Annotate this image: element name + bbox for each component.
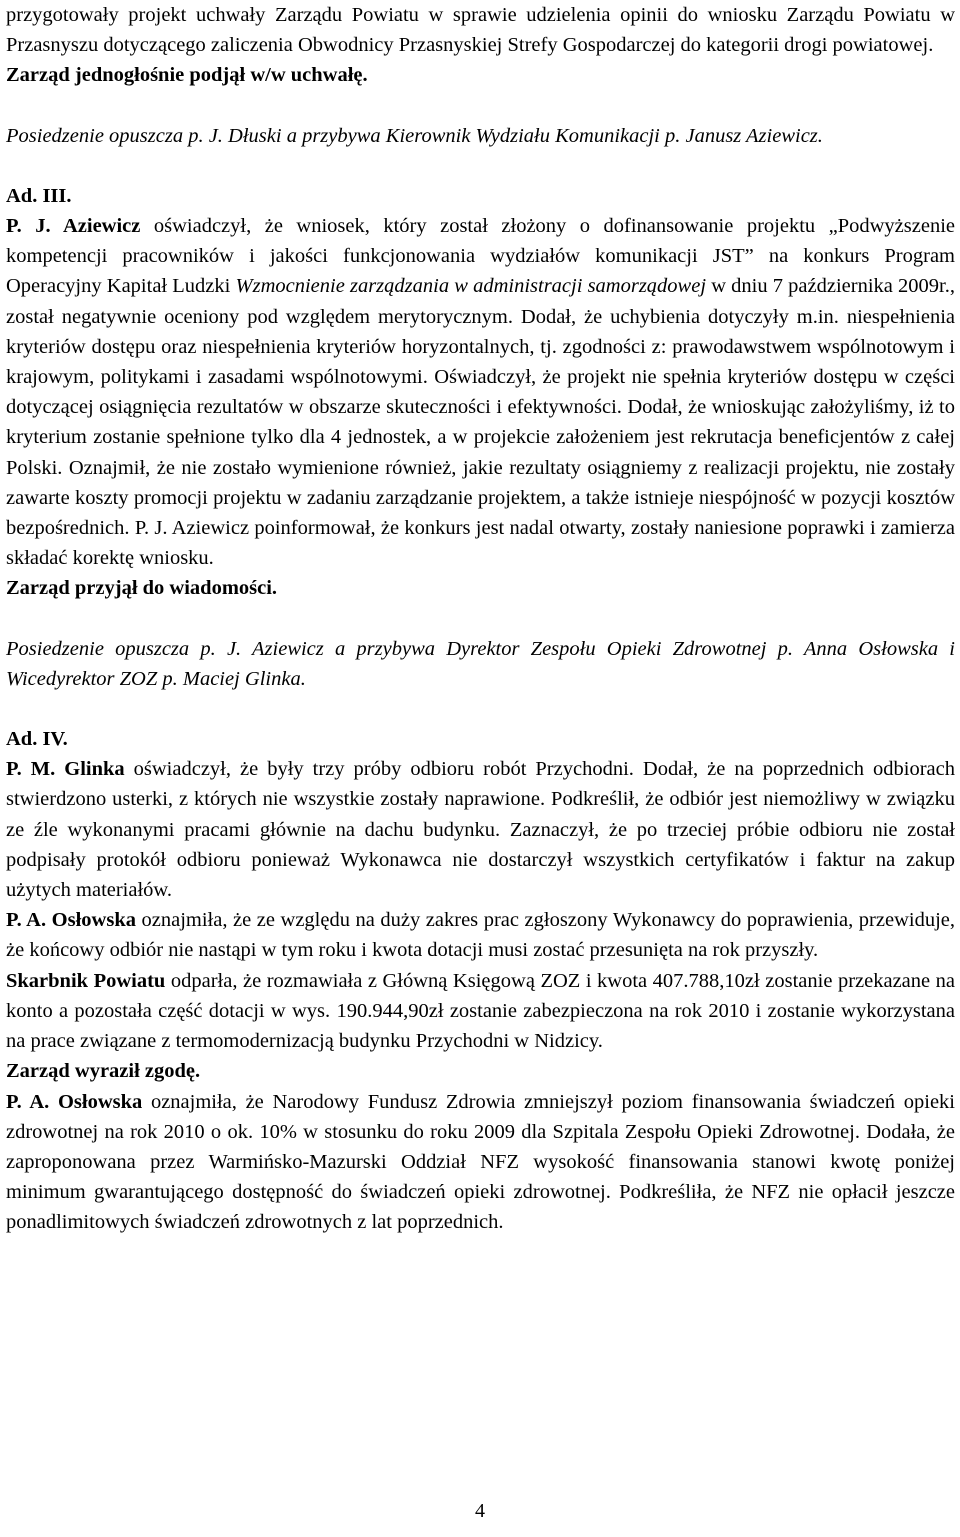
document-page: [6, 0, 955, 1238]
attendance-note-2: Posiedzenie opuszcza p. J. Aziewicz a przybywa Dyrektor Zespołu Opieki Zdrowotnej p. Anna Osłowska i Wicedyrektor ZOZ p. Maciej Glinka.: [6, 637, 955, 690]
attendance-note-1: Posiedzenie opuszcza p. J. Dłuski a przybywa Kierownik Wydziału Komunikacji p. Janusz Aziewicz.: [6, 124, 823, 147]
board-decision-2: Zarząd przyjął do wiadomości.: [6, 577, 278, 600]
board-decision-3: Zarząd wyraził zgodę.: [6, 1060, 201, 1083]
agenda-item-iii-body: [6, 211, 955, 573]
agenda-item-iv-glinka: [6, 754, 955, 905]
speaker-name: Skarbnik Powiatu: [6, 969, 166, 992]
board-decision-1: Zarząd jednogłośnie podjął w/w uchwałę.: [6, 64, 368, 87]
program-name: Wzmocnienie zarządzania w administracji samorządowej: [235, 275, 707, 298]
body-text: w dniu 7 października 2009r., został negatywnie oceniony pod względem merytorycznym. Dodał, że uchybienia dotyczyły m.in. niespełnienia kryteriów dostępu oraz niespełnienia kryteriów horyzontalnych, tj. zgodności z: prawodawstwem wspólnotowym i krajowym, politykami i zasadami wspólnotowymi. Oświadczył, że projekt nie spełnia kryteriów dostępu w części dotyczącej osiągnięcia rezultatów w obszarze skuteczności i efektywności. Dodał, że wnioskując założyliśmy, iż to kryterium zostanie spełnione tylko dla 4 jednostek, a w projekcie założeniem jest rekrutacja beneficjentów z całej Polski. Oznajmił, że nie zostało wymienione również, jakie rezultaty osiągniemy z realizacji projektu, nie zostały zawarte koszty promocji projektu w zadaniu zarządzanie projektem, a także istnieje niespójność w pozycji kosztów bezpośrednich. P. J. Aziewicz poinformował, że konkurs jest nadal otwarty, zostały naniesione poprawki i zamierza składać korektę wniosku.: [6, 275, 955, 570]
speaker-name: P. A. Osłowska: [6, 909, 136, 932]
body-text: oświadczył, że były trzy próby odbioru robót Przychodni. Dodał, że na poprzednich odbiorach stwierdzono usterki, z których nie wszystkie zostały naprawione. Podkreślił, że odbiór jest niemożliwy w związku ze źle wykonanymi pracami głównie na dachu budynku. Zaznaczył, że po trzeciej próbie odbioru nie został podpisały protokół odbioru ponieważ Wykonawca nie dostarczył wszystkich certyfikatów i faktur na zakup użytych materiałów.: [6, 758, 955, 902]
agenda-item-iv-oslowska-2: [6, 1087, 955, 1238]
speaker-name: P. A. Osłowska: [6, 1090, 143, 1113]
paragraph-resolution-intro: przygotowały projekt uchwały Zarządu Powiatu w sprawie udzielenia opinii do wniosku Zarządu Powiatu w Przasnyszu dotyczącego zaliczenia Obwodnicy Przasnyskiej Strefy Gospodarczej do kategorii drogi powiatowej.: [6, 4, 955, 57]
agenda-item-iv-oslowska-1: [6, 905, 955, 965]
body-text: oświadczył, że wniosek, który został złożony o dofinansowanie projektu „Podwyższenie kompetencji pracowników i jakości funkcjonowania wydziałów komunikacji JST” na konkurs Program Operacyjny Kapitał Ludzki: [6, 215, 955, 298]
body-text: oznajmiła, że ze względu na duży zakres prac zgłoszony Wykonawcy do poprawienia, przewiduje, że końcowy odbiór nie nastąpi w tym roku i kwota dotacji musi zostać przesunięta na rok przyszły.: [6, 909, 955, 962]
agenda-item-heading-iii: Ad. III.: [6, 184, 72, 207]
agenda-item-heading-iv: Ad. IV.: [6, 728, 68, 751]
speaker-name: P. J. Aziewicz: [6, 215, 141, 238]
body-text: oznajmiła, że Narodowy Fundusz Zdrowia zmniejszył poziom finansowania świadczeń opieki zdrowotnej na rok 2010 o ok. 10% w stosunku do roku 2009 dla Szpitala Zespołu Opieki Zdrowotnej. Dodała, że zaproponowana przez Warmińsko-Mazurski Oddział NFZ wysokość finansowania stanowi kwotę poniżej minimum gwarantującego dostępność do świadczeń opieki zdrowotnej. Podkreśliła, że NFZ nie opłacił jeszcze ponadlimitowych świadczeń zdrowotnych z lat poprzednich.: [6, 1090, 955, 1234]
speaker-name: P. M. Glinka: [6, 758, 125, 781]
agenda-item-iv-treasurer: [6, 966, 955, 1057]
page-number: 4: [475, 1500, 485, 1522]
body-text: odparła, że rozmawiała z Główną Księgową ZOZ i kwota 407.788,10zł zostanie przekazane na konto a pozostała część dotacji w wys. 190.944,90zł zostanie zabezpieczona na rok 2010 i zostanie wykorzystana na prace związane z termomodernizacją budynku Przychodni w Nidzicy.: [6, 969, 955, 1053]
